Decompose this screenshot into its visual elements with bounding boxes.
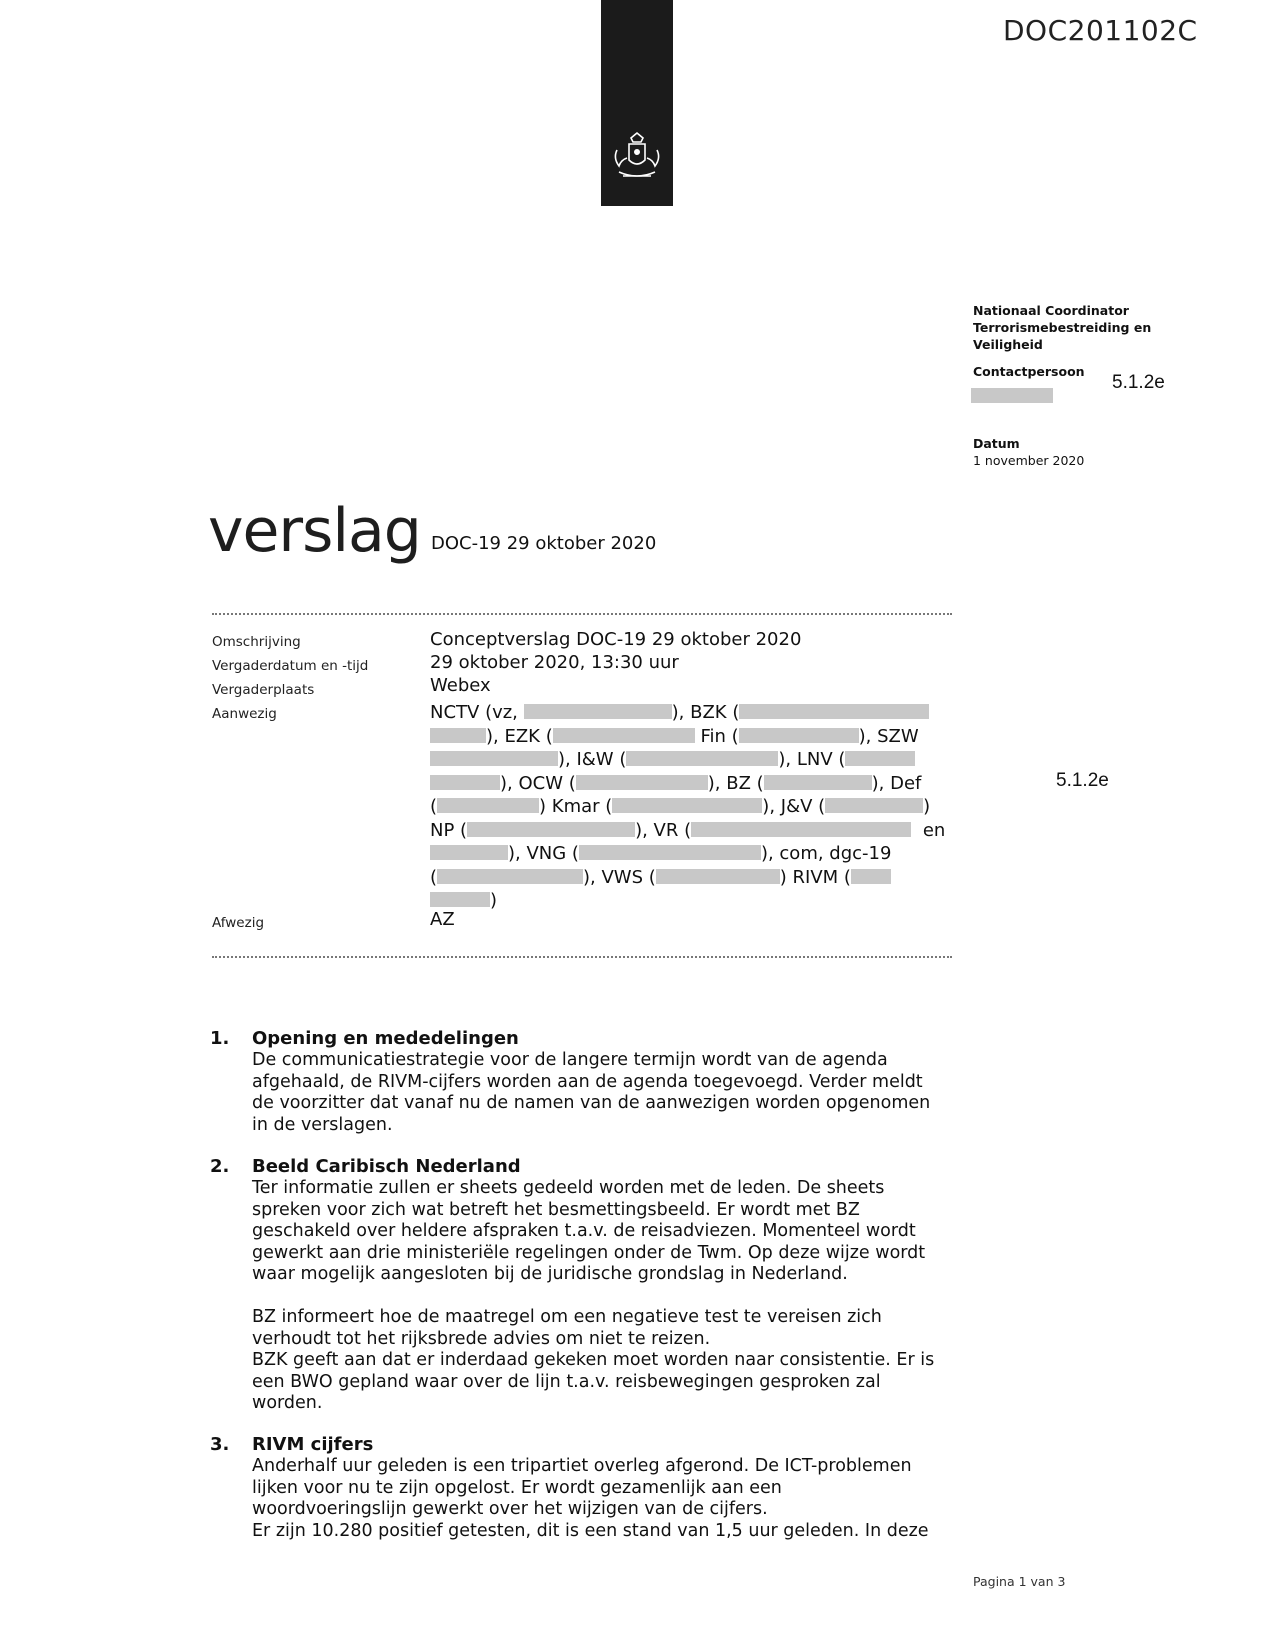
aanwezig-line (430, 866, 960, 890)
redaction-box (437, 798, 539, 813)
coat-of-arms-icon (607, 130, 667, 190)
aanwezig-text: ), LNV ( (778, 749, 846, 770)
section-title: Opening en mededelingen (252, 1028, 519, 1049)
aanwezig-line (430, 701, 960, 725)
aanwezig-line (430, 772, 960, 796)
body-line: BZK geeft aan dat er inderdaad gekeken moet worden naar consistentie. Er is (252, 1350, 935, 1370)
aanwezig-line (430, 795, 960, 819)
section-number: 3. (210, 1434, 230, 1455)
aanwezig-text: ( (430, 866, 438, 888)
redaction-box (845, 751, 915, 766)
omschrijving-value: Conceptverslag DOC-19 29 oktober 2020 (430, 629, 802, 650)
body-line: afgehaald, de RIVM-cijfers worden aan de agenda toegevoegd. Verder meldt (252, 1071, 923, 1092)
section-body (252, 1307, 952, 1415)
body-line: in de verslagen. (252, 1114, 393, 1135)
aanwezig-text: ) (490, 890, 498, 911)
redaction-box (656, 869, 780, 884)
page-number: Pagina 1 van 3 (973, 1574, 1066, 1589)
redaction-box (467, 822, 635, 837)
redaction-box (430, 775, 500, 790)
datum-label: Datum (973, 436, 1020, 451)
redaction-box (579, 845, 761, 860)
datum-value: 1 november 2020 (973, 453, 1085, 468)
aanwezig-text: ), Def (871, 772, 922, 794)
vergaderplaats-label: Vergaderplaats (212, 682, 315, 698)
aanwezig-text: ), com, dgc-19 (760, 843, 892, 864)
body-line: Ter informatie zullen er sheets gedeeld worden met de leden. De sheets (252, 1178, 885, 1198)
aanwezig-text: NP ( (430, 819, 468, 841)
body-line: verhoudt tot het rijksbrede advies om niet te reizen. (252, 1328, 711, 1349)
redaction-box (576, 775, 708, 790)
redaction-box (764, 775, 872, 790)
afwezig-label: Afwezig (212, 915, 265, 931)
section-number: 1. (210, 1028, 230, 1049)
redaction-box (524, 704, 672, 719)
aanwezig-label: Aanwezig (212, 706, 277, 722)
section-body (252, 1456, 952, 1542)
divider-top (212, 613, 952, 615)
vergaderdatum-label: Vergaderdatum en -tijd (212, 658, 369, 674)
redaction-box (437, 869, 583, 884)
redaction-box (430, 751, 558, 766)
body-line: lijken voor nu te zijn opgelost. Er wordt gezamenlijk aan een (252, 1477, 782, 1498)
redaction-box (553, 728, 695, 743)
aanwezig-text: ), BZK ( (671, 702, 740, 723)
rijksoverheid-logo-band (601, 0, 673, 206)
redaction-box (739, 728, 859, 743)
aanwezig-line (430, 725, 960, 749)
redaction-box (626, 751, 778, 766)
section-number: 2. (210, 1156, 230, 1177)
aanwezig-line (430, 748, 960, 772)
aanwezig-text: en (922, 819, 946, 841)
section-body (252, 1050, 952, 1136)
body-line: gewerkt aan drie ministeriële regelingen onder de Twm. Op deze wijze wordt (252, 1242, 926, 1263)
redaction-box (430, 728, 486, 743)
redaction-box (430, 892, 490, 907)
aanwezig-text: ), OCW ( (500, 772, 576, 794)
body-line: geschakeld over heldere afspraken t.a.v. de reisadviezen. Momenteel wordt (252, 1221, 916, 1241)
aanwezig-text: ), J&V ( (762, 796, 826, 817)
divider-bottom (212, 956, 952, 958)
aanwezig-text: ), SZW (858, 725, 919, 747)
body-line: spreken voor zich wat betreft het besmettingsbeeld. Er wordt met BZ (252, 1199, 860, 1220)
aanwezig-list (430, 701, 960, 913)
body-line: BZ informeert hoe de maatregel om een negatieve test te vereisen zich (252, 1307, 882, 1327)
document-code: DOC201102C (1003, 14, 1198, 47)
aanwezig-line (430, 889, 960, 913)
body-line: de voorzitter dat vanaf nu de namen van de aanwezigen worden opgenomen (252, 1093, 931, 1113)
body-line: woordvoeringslijn gewerkt over het wijzigen van de cijfers. (252, 1499, 768, 1519)
redaction-code: 5.1.2e (1056, 770, 1109, 791)
aanwezig-text: ( (430, 796, 438, 817)
aanwezig-text: ), VWS ( (583, 866, 656, 888)
page-title: verslag (208, 496, 421, 566)
omschrijving-label: Omschrijving (212, 634, 301, 650)
aanwezig-text: ) Kmar ( (539, 796, 613, 817)
aanwezig-text: ) RIVM ( (779, 866, 851, 888)
afwezig-value: AZ (430, 909, 455, 930)
body-line: een BWO gepland waar over de lijn t.a.v. reisbewegingen gesproken zal (252, 1371, 881, 1392)
aanwezig-text: NCTV (vz, (430, 702, 518, 723)
aanwezig-text: ) (923, 796, 931, 817)
aanwezig-text: ), BZ ( (707, 772, 764, 794)
aanwezig-line (430, 819, 960, 843)
aanwezig-line (430, 842, 960, 866)
redaction-code: 5.1.2e (1112, 372, 1165, 393)
aanwezig-text: ), EZK ( (486, 725, 553, 747)
redaction-box (691, 822, 911, 837)
redaction-box (825, 798, 923, 813)
page-subtitle: DOC-19 29 oktober 2020 (431, 533, 657, 554)
aanwezig-text: ), I&W ( (558, 749, 627, 770)
vergaderdatum-value: 29 oktober 2020, 13:30 uur (430, 652, 679, 673)
body-line: Anderhalf uur geleden is een tripartiet overleg afgerond. De ICT-problemen (252, 1456, 912, 1476)
section-title: RIVM cijfers (252, 1434, 374, 1455)
body-line: waar mogelijk aangesloten bij de juridische grondslag in Nederland. (252, 1264, 848, 1284)
section-body (252, 1178, 952, 1286)
body-line: worden. (252, 1393, 323, 1413)
redaction-box (430, 845, 508, 860)
redaction-box (971, 388, 1053, 403)
aanwezig-text: Fin ( (700, 725, 739, 747)
vergaderplaats-value: Webex (430, 675, 491, 696)
contact-label: Contactpersoon (973, 364, 1085, 379)
organisation-name: Nationaal Coordinator Terrorismebestreiding en Veiligheid (973, 303, 1152, 352)
body-line: De communicatiestrategie voor de langere termijn wordt van de agenda (252, 1050, 888, 1070)
section-title: Beeld Caribisch Nederland (252, 1156, 521, 1177)
aanwezig-text: ), VNG ( (508, 843, 579, 864)
body-line: Er zijn 10.280 positief getesten, dit is een stand van 1,5 uur geleden. In deze (252, 1520, 929, 1541)
redaction-box (612, 798, 762, 813)
redaction-box (739, 704, 929, 719)
aanwezig-text: ), VR ( (635, 819, 692, 841)
redaction-box (851, 869, 891, 884)
